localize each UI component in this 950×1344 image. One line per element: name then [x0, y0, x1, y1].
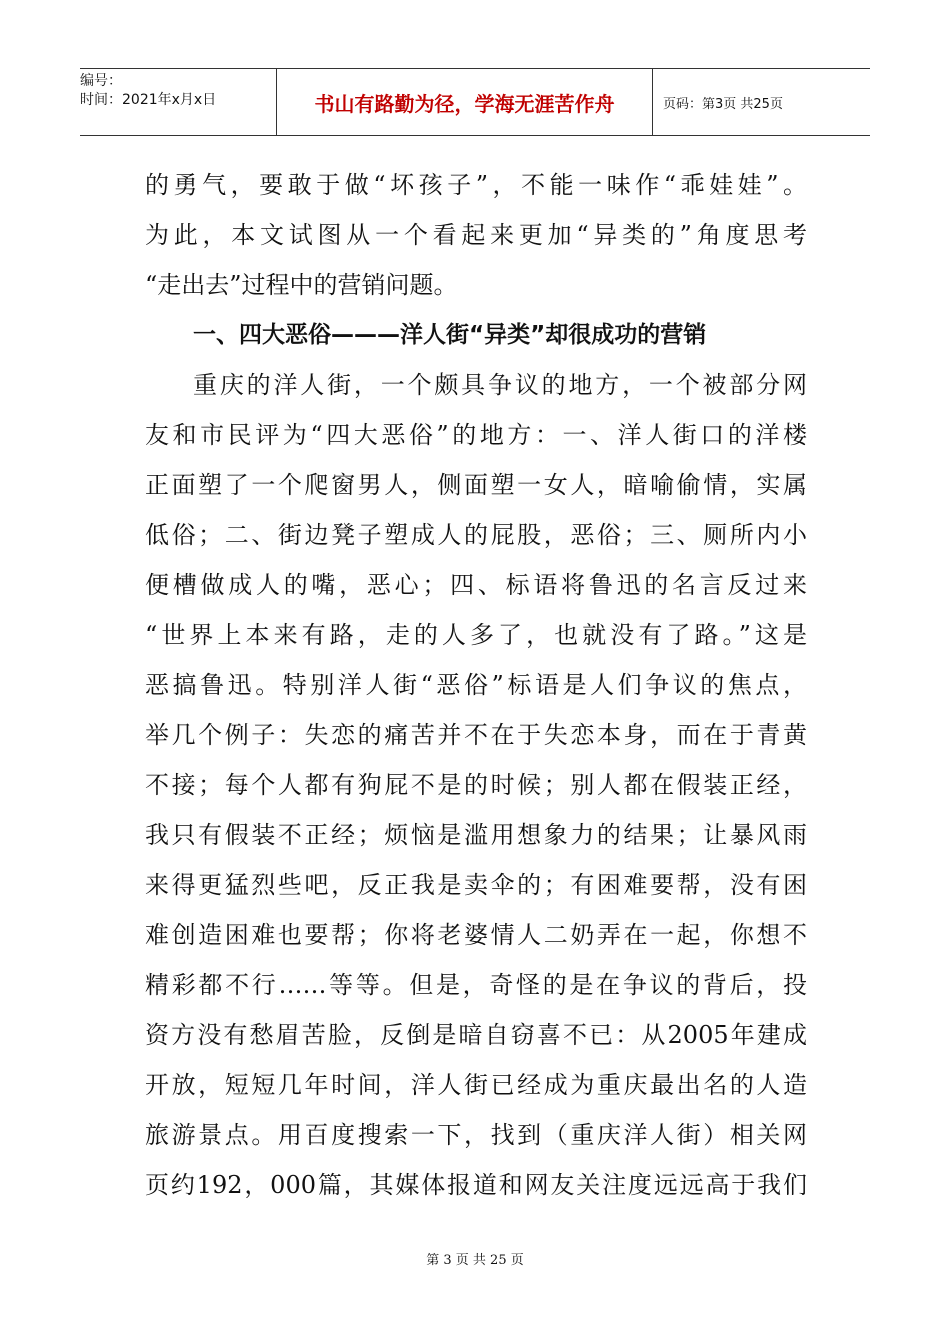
- text-line: 恶搞鲁迅。特别洋人街“恶俗”标语是人们争议的焦点，: [145, 671, 807, 699]
- document-body: [145, 160, 807, 1210]
- text-line: 正面塑了一个爬窗男人，侧面塑一女人，暗喻偷情，实属: [145, 471, 807, 499]
- text-line: 为此，本文试图从一个看起来更加“异类的”角度思考: [145, 221, 807, 249]
- text-line: 低俗；二、街边凳子塑成人的屁股，恶俗；三、厕所内小: [145, 521, 807, 549]
- text-line: 资方没有愁眉苦脸，反倒是暗自窃喜不已：从2005年建成: [145, 1021, 807, 1049]
- section-heading: 一、四大恶俗———洋人街“异类”却很成功的营销: [193, 322, 707, 348]
- text-line: 友和市民评为“四大恶俗”的地方：一、洋人街口的洋楼: [145, 421, 807, 449]
- text-line: 举几个例子：失恋的痛苦并不在于失恋本身，而在于青黄: [145, 721, 807, 749]
- page-footer: [0, 1249, 950, 1268]
- page-header: [80, 68, 870, 136]
- time-label: 时间：2021年x月x日: [80, 92, 217, 108]
- text-line: 难创造困难也要帮；你将老婆情人二奶弄在一起，你想不: [145, 921, 807, 949]
- text-line: 精彩都不行……等等。但是，奇怪的是在争议的背后，投: [145, 971, 807, 999]
- text-line: “世界上本来有路，走的人多了，也就没有了路。”这是: [145, 621, 807, 649]
- text-line: 开放，短短几年时间，洋人街已经成为重庆最出名的人造: [145, 1071, 807, 1099]
- text-line: 旅游景点。用百度搜索一下，找到（重庆洋人街）相关网: [145, 1121, 807, 1149]
- text-line: 的勇气，要敢于做“坏孩子”，不能一味作“乖娃娃”。: [145, 171, 807, 199]
- header-meta: [80, 69, 277, 135]
- text-line: 页约192，000篇，其媒体报道和网友关注度远远高于我们: [145, 1171, 807, 1199]
- text-line: “走出去”过程中的营销问题。: [145, 271, 458, 299]
- text-line: 不接；每个人都有狗屁不是的时候；别人都在假装正经，: [145, 771, 807, 799]
- header-page-info: [663, 69, 870, 135]
- text-line: 重庆的洋人街，一个颇具争议的地方，一个被部分网: [193, 371, 807, 399]
- page-info-text: 页码：第3页 共25页: [663, 96, 783, 112]
- number-label: 编号：: [80, 73, 122, 89]
- header-motto-cell: [277, 69, 653, 135]
- text-line: 便槽做成人的嘴，恶心；四、标语将鲁迅的名言反过来: [145, 571, 807, 599]
- text-line: 来得更猛烈些吧，反正我是卖伞的；有困难要帮，没有困: [145, 871, 807, 899]
- footer-page-number: 第 3 页 共 25 页: [426, 1253, 524, 1268]
- text-line: 我只有假装不正经；烦恼是滥用想象力的结果；让暴风雨: [145, 821, 807, 849]
- header-motto: 书山有路勤为径，学海无涯苦作舟: [314, 91, 615, 116]
